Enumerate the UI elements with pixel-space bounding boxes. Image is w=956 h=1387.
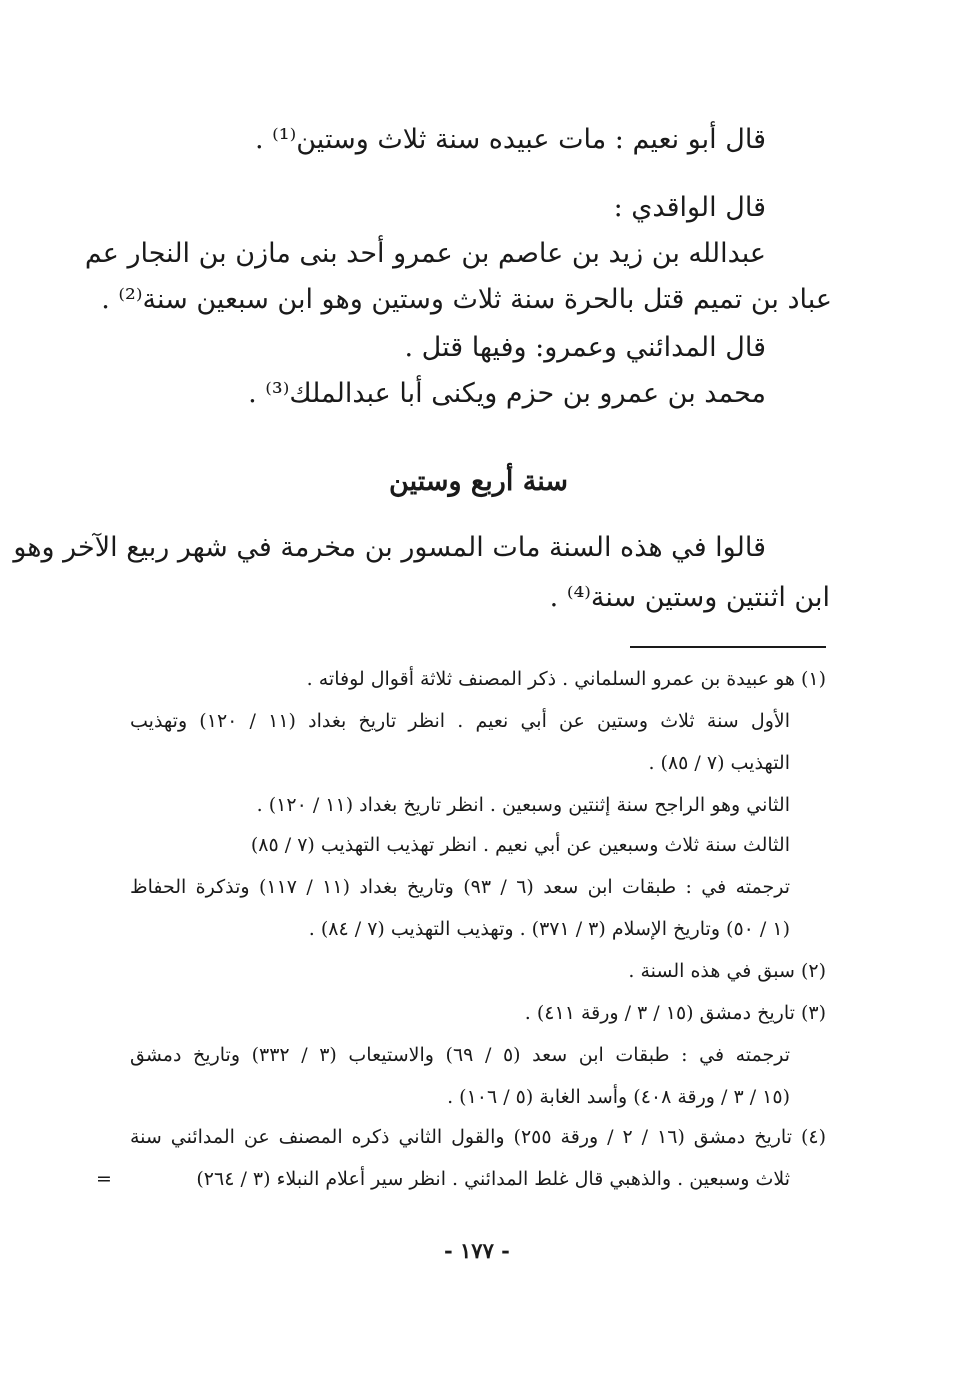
footnote-3-line-2: ترجمته في : طبقات ابن سعد (٥ / ٦٩) والاستيعاب (٣ / ٣٣٢) وتاريخ دمشق: [130, 1044, 791, 1066]
footnote-1-line-3: التهذيب (٧ / ٨٥) .: [648, 752, 790, 774]
footnote-continuation-mark: =: [96, 1168, 112, 1190]
footnote-1-line-6: ترجمته في : طبقات ابن سعد (٦ / ٩٣) وتاريخ بغداد (١١ / ١١٧) وتذكرة الحفاظ: [130, 876, 791, 898]
footnote-4-line-2: ثلاث وسبعين . والذهبي قال غلط المدائني . انظر سير أعلام النبلاء (٣ / ٢٦٤): [196, 1168, 790, 1190]
footnote-1-line-2: الأول سنة ثلاث وستين عن أبي نعيم . انظر تاريخ بغداد (١١ / ١٢٠) وتهذيب: [130, 710, 790, 732]
section-text-line-2: ابن اثنتين وستين سنة⁽⁴⁾ .: [549, 582, 830, 613]
page-number: - ١٧٧ -: [444, 1238, 510, 1263]
section-heading: سنة أربع وستين: [389, 466, 568, 497]
main-paragraph-4: قال المدائني وعمرو: وفيها قتل .: [404, 332, 766, 363]
footnote-1-line-5: الثالث سنة ثلاث وسبعين عن أبي نعيم . انظر تهذيب التهذيب (٧ / ٨٥): [250, 834, 790, 856]
footnote-1-line-7: (١ / ٥٠) وتاريخ الإسلام (٣ / ٣٧١) . وتهذيب التهذيب (٧ / ٨٤) .: [308, 918, 790, 940]
footnote-1-line-4: الثاني وهو الراجح سنة إثنتين وسبعين . انظر تاريخ بغداد (١١ / ١٢٠) .: [256, 794, 790, 816]
main-paragraph-5: محمد بن عمرو بن حزم ويكنى أبا عبدالملك⁽³⁾ .: [248, 378, 766, 409]
footnote-separator: [630, 646, 826, 648]
main-paragraph-3-line-2: عباد بن تميم قتل بالحرة سنة ثلاث وستين وهو ابن سبعين سنة⁽²⁾ .: [101, 284, 832, 315]
footnote-2-line-1: (٢) سبق في هذه السنة .: [628, 960, 826, 982]
main-paragraph-2: قال الواقدي :: [613, 192, 766, 223]
footnote-3-line-1: (٣) تاريخ دمشق (١٥ / ٣ / ورقة ٤١١) .: [524, 1002, 826, 1024]
section-text-line-1: قالوا في هذه السنة مات المسور بن مخرمة في شهر ربيع الآخر وهو: [13, 532, 766, 563]
footnote-3-line-3: (١٥ / ٣ / ورقة ٤٠٨) وأسد الغابة (٥ / ١٠٦) .: [447, 1086, 790, 1108]
main-paragraph-1: قال أبو نعيم : مات عبيده سنة ثلاث وستين⁽¹⁾ .: [254, 124, 766, 155]
main-paragraph-3-line-1: عبدالله بن زيد بن عاصم بن عمرو أحد بنى مازن بن النجار عم: [84, 238, 766, 269]
footnote-4-line-1: (٤) تاريخ دمشق (١٦ / ٢ / ورقة ٢٥٥) والقول الثاني ذكره المصنف عن المدائني سنة: [130, 1126, 827, 1148]
footnote-1-line-1: (١) هو عبيدة بن عمرو السلماني . ذكر المصنف ثلاثة أقوال لوفاته .: [306, 668, 826, 690]
